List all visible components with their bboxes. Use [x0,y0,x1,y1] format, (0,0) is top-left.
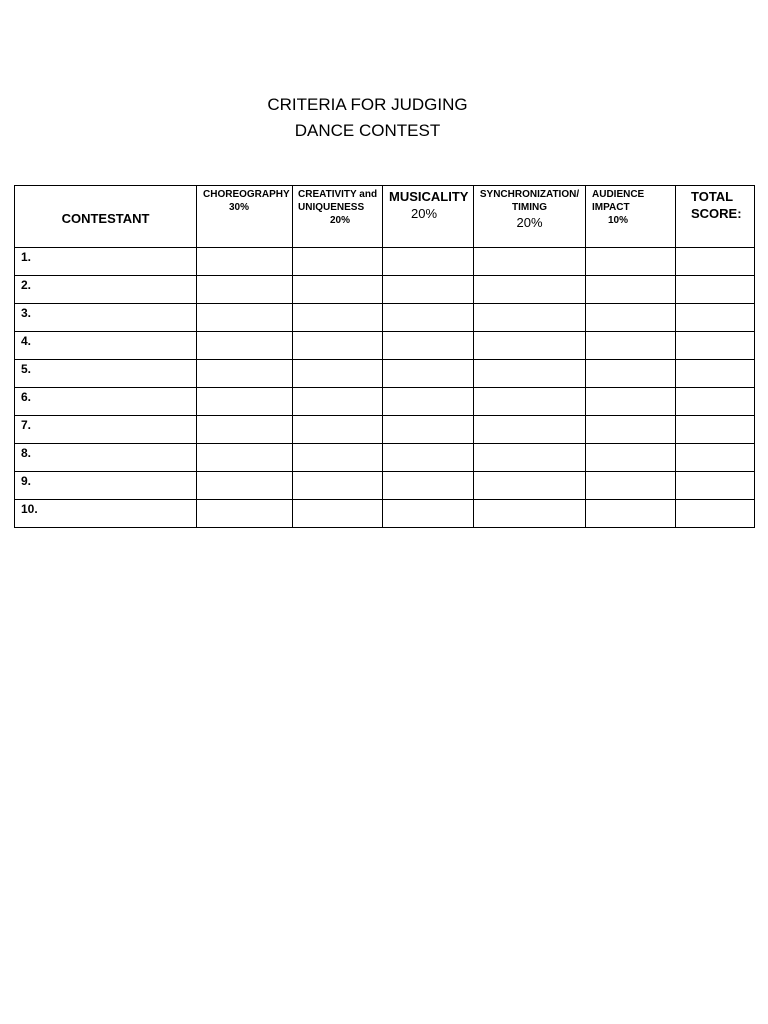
criterion-choreography-header [197,186,293,248]
score-cell[interactable] [197,472,293,500]
score-cell[interactable] [383,304,474,332]
score-cell[interactable] [293,472,383,500]
title-line-2: DANCE CONTEST [294,121,441,140]
score-cell[interactable] [197,444,293,472]
score-cell[interactable] [474,472,586,500]
score-cell[interactable] [293,276,383,304]
row-number: 2. [15,276,197,304]
score-cell[interactable] [293,248,383,276]
table-row [15,248,755,276]
scoring-table [14,185,755,528]
page-title [0,92,735,144]
table-row [15,332,755,360]
score-cell[interactable] [474,360,586,388]
row-number: 4. [15,332,197,360]
contestant-header-label: CONTESTANT [61,211,150,226]
total-cell[interactable] [676,388,755,416]
score-cell[interactable] [586,360,676,388]
score-cell[interactable] [293,304,383,332]
score-cell[interactable] [586,416,676,444]
row-number: 7. [15,416,197,444]
total-score-label: TOTAL SCORE: [691,189,742,221]
score-cell[interactable] [586,276,676,304]
score-cell[interactable] [586,388,676,416]
score-cell[interactable] [586,332,676,360]
table-row [15,444,755,472]
total-cell[interactable] [676,248,755,276]
total-cell[interactable] [676,416,755,444]
score-cell[interactable] [293,332,383,360]
row-number: 6. [15,388,197,416]
score-cell[interactable] [293,360,383,388]
contestant-rows [15,248,755,528]
criterion-audience-impact-header [586,186,676,248]
score-cell[interactable] [383,388,474,416]
criterion-weight: 20% [411,206,438,221]
total-cell[interactable] [676,444,755,472]
score-cell[interactable] [474,248,586,276]
criterion-musicality-header [383,186,474,248]
criterion-weight: 10% [608,215,629,226]
score-cell[interactable] [474,416,586,444]
table-row [15,416,755,444]
row-number: 8. [15,444,197,472]
total-cell[interactable] [676,500,755,528]
table-row [15,500,755,528]
row-number: 3. [15,304,197,332]
score-cell[interactable] [383,444,474,472]
criterion-label: CREATIVITY and UNIQUENESS [298,189,378,213]
row-number: 10. [15,500,197,528]
total-score-header [676,186,755,248]
score-cell[interactable] [586,248,676,276]
score-cell[interactable] [586,444,676,472]
total-cell[interactable] [676,276,755,304]
score-cell[interactable] [197,304,293,332]
criterion-label: MUSICALITY [389,189,469,204]
score-cell[interactable] [197,248,293,276]
row-number: 9. [15,472,197,500]
score-cell[interactable] [586,304,676,332]
score-cell[interactable] [197,416,293,444]
score-cell[interactable] [197,388,293,416]
score-cell[interactable] [197,276,293,304]
score-cell[interactable] [586,472,676,500]
criterion-label: AUDIENCE IMPACT [592,189,645,213]
score-cell[interactable] [293,500,383,528]
score-cell[interactable] [474,332,586,360]
table-row [15,276,755,304]
criterion-creativity-header [293,186,383,248]
score-cell[interactable] [586,500,676,528]
row-number: 1. [15,248,197,276]
total-cell[interactable] [676,304,755,332]
total-cell[interactable] [676,360,755,388]
score-cell[interactable] [474,444,586,472]
score-cell[interactable] [474,304,586,332]
score-cell[interactable] [383,416,474,444]
criterion-label: CHOREOGRAPHY [203,189,290,200]
total-cell[interactable] [676,332,755,360]
score-cell[interactable] [383,472,474,500]
criterion-weight: 20% [516,215,543,230]
score-cell[interactable] [383,332,474,360]
table-row [15,388,755,416]
table-row [15,472,755,500]
table-row [15,304,755,332]
score-cell[interactable] [474,500,586,528]
score-cell[interactable] [383,500,474,528]
score-cell[interactable] [383,360,474,388]
table-row [15,360,755,388]
score-cell[interactable] [293,416,383,444]
score-cell[interactable] [474,276,586,304]
criterion-weight: 30% [229,202,250,213]
contestant-header [15,186,197,248]
score-cell[interactable] [197,500,293,528]
score-cell[interactable] [197,332,293,360]
row-number: 5. [15,360,197,388]
score-cell[interactable] [474,388,586,416]
header-row [15,186,755,248]
score-cell[interactable] [383,248,474,276]
score-cell[interactable] [293,388,383,416]
score-cell[interactable] [293,444,383,472]
criterion-weight: 20% [330,215,351,226]
criterion-synchronization-header [474,186,586,248]
criterion-label: SYNCHRONIZATION/ TIMING [479,189,580,213]
score-cell[interactable] [197,360,293,388]
total-cell[interactable] [676,472,755,500]
title-line-1: CRITERIA FOR JUDGING [267,95,468,114]
score-cell[interactable] [383,276,474,304]
